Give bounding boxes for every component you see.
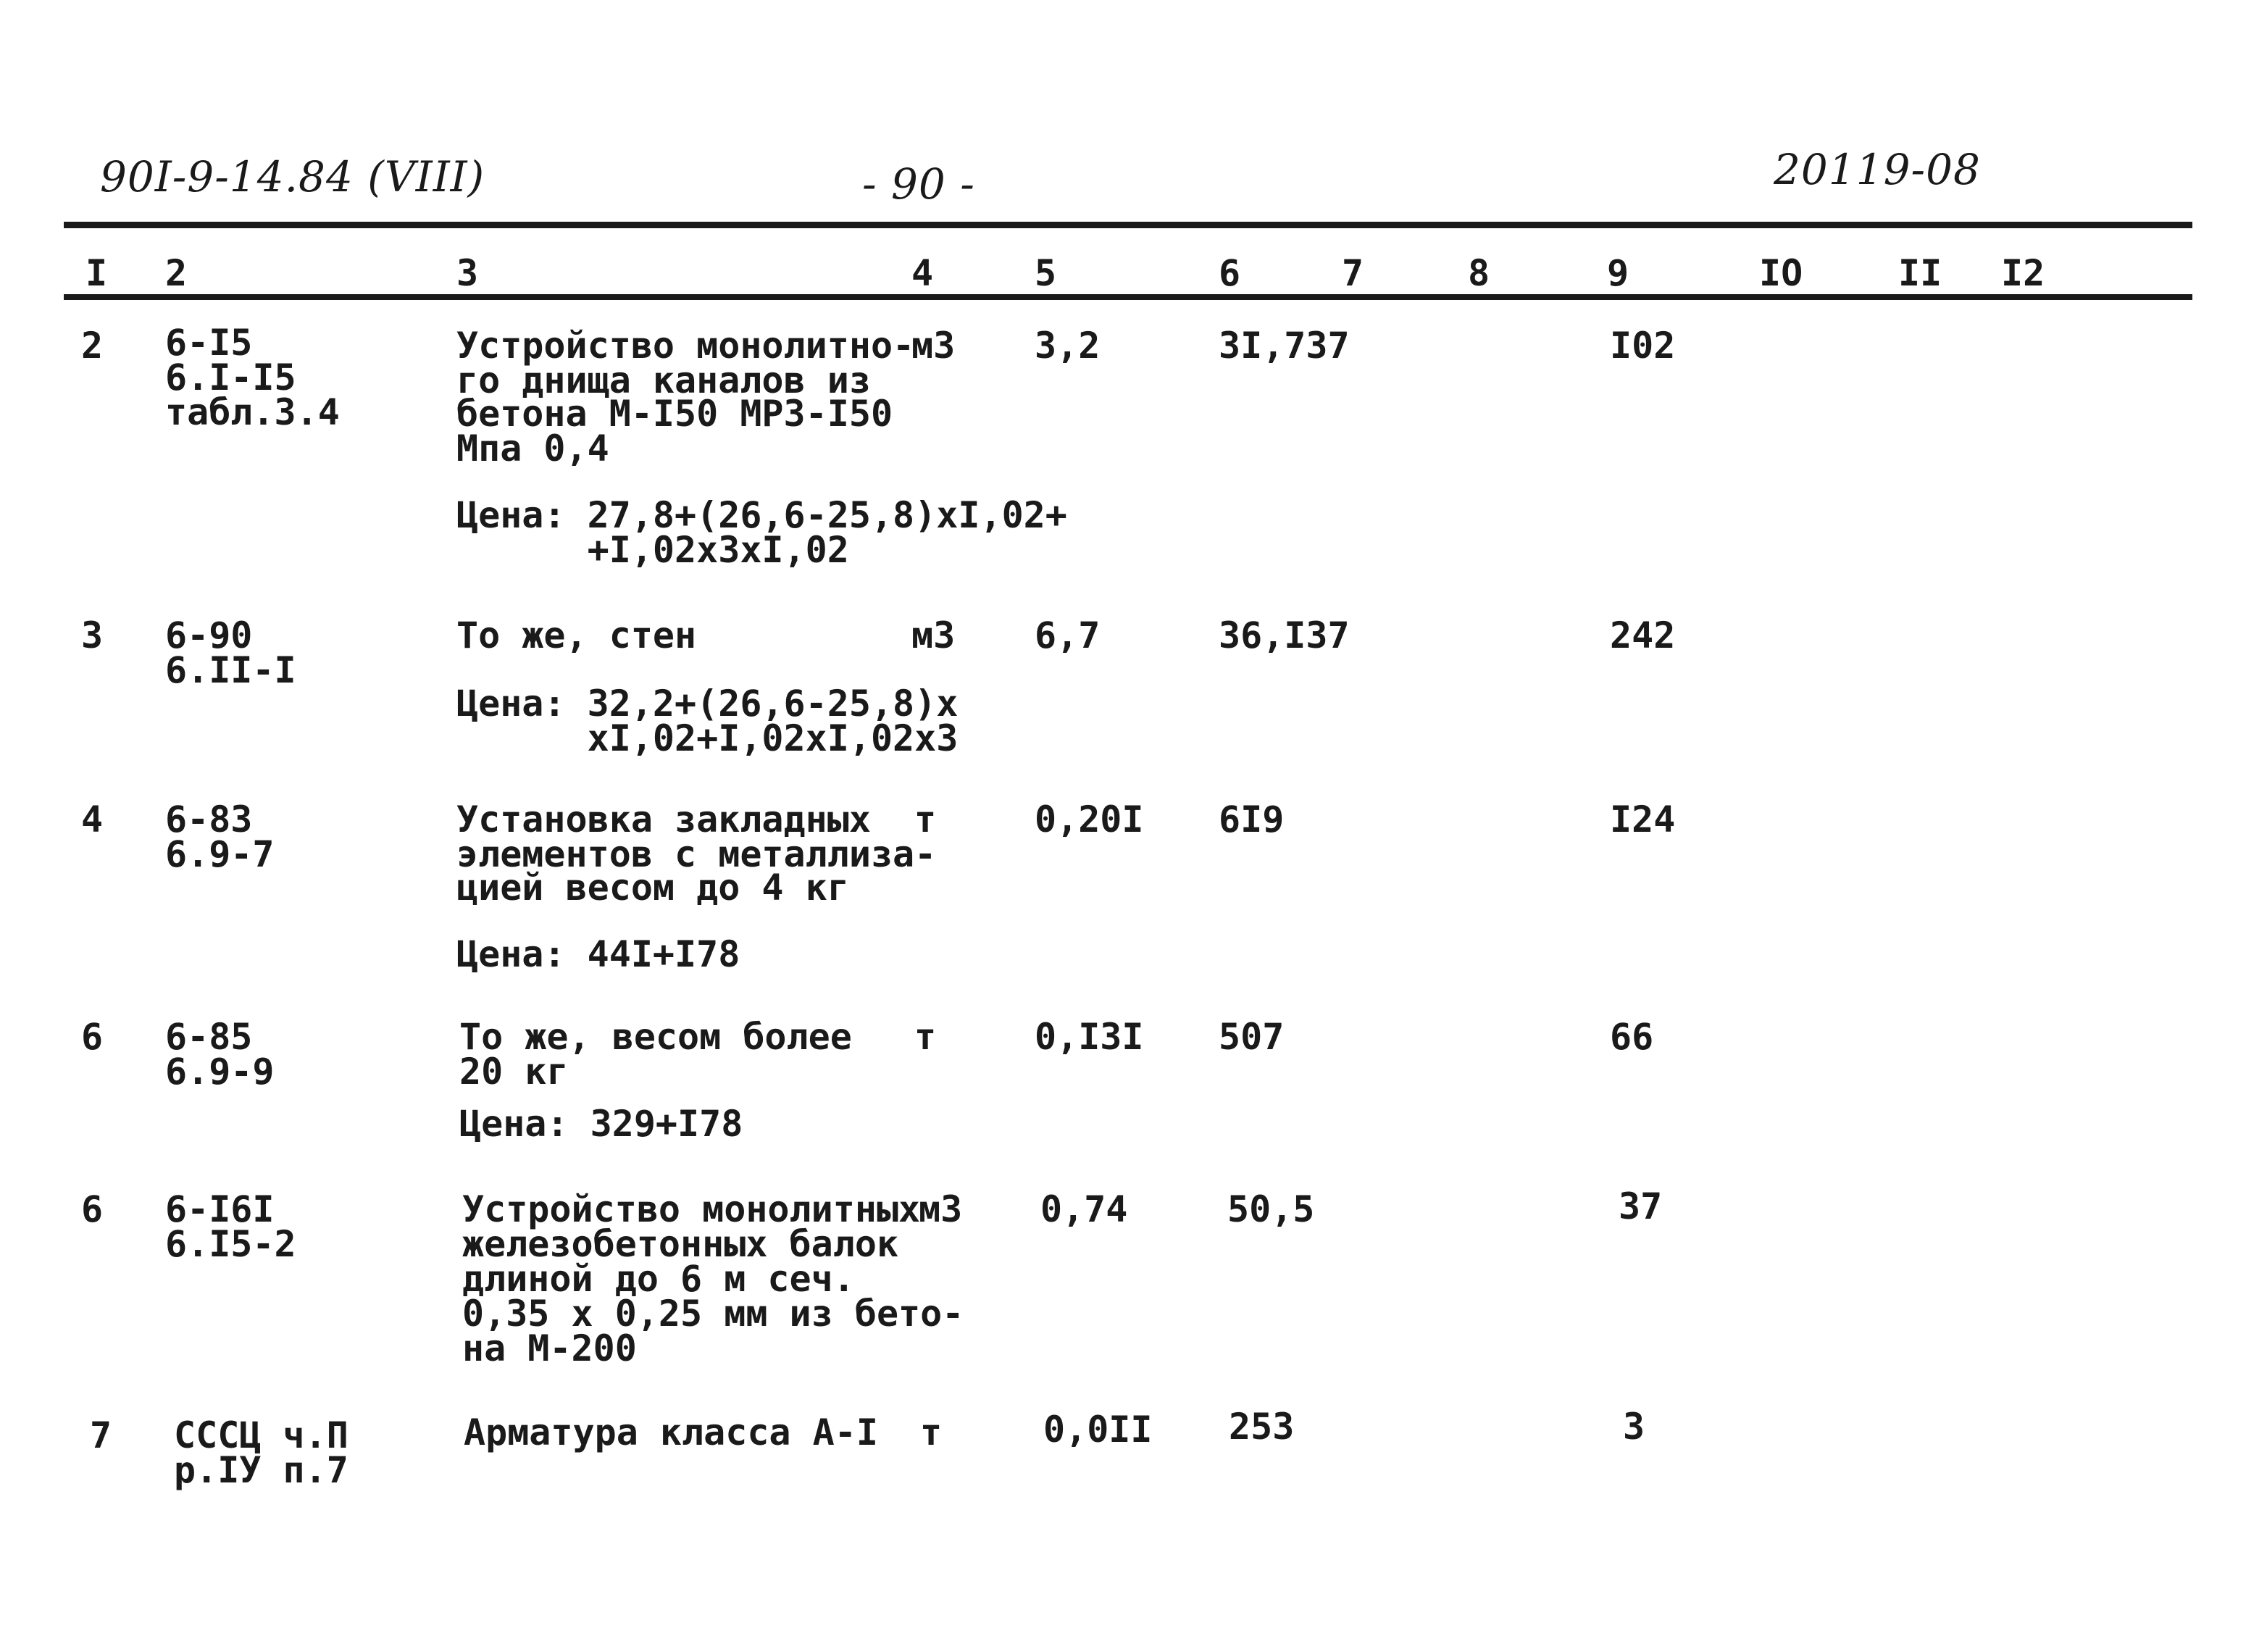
unit-price: 253	[1229, 1406, 1295, 1448]
total-cost: I24	[1610, 798, 1676, 840]
total-cost: 37	[1619, 1185, 1663, 1227]
quantity: 6,7	[1035, 614, 1101, 656]
work-description: Устройство монолитно-	[456, 325, 915, 367]
total-cost: 3	[1623, 1406, 1645, 1448]
unit: м3	[911, 325, 956, 367]
column-header: 8	[1468, 252, 1490, 294]
price-formula: +I,02х3хI,02	[456, 529, 849, 571]
norm-code: 6.I5-2	[165, 1223, 296, 1265]
quantity: 3,2	[1035, 325, 1101, 367]
norm-code: 6.I-I5	[165, 356, 296, 399]
price-formula: хI,02+I,02хI,02х3	[456, 717, 959, 759]
unit-price: 36,I37	[1219, 614, 1350, 656]
page-number: - 90 -	[862, 159, 975, 209]
column-header: I2	[2001, 252, 2045, 294]
norm-code: 6.II-I	[165, 649, 296, 691]
column-header: 7	[1342, 252, 1364, 294]
unit: т	[914, 798, 937, 840]
price-formula: Цена: 44I+I78	[456, 933, 740, 975]
work-description: 0,35 х 0,25 мм из бето-	[462, 1293, 964, 1335]
work-description: 20 кг	[459, 1051, 569, 1093]
work-description: Арматура класса А-I	[464, 1411, 878, 1453]
unit: м3	[911, 614, 956, 656]
unit-price: 50,5	[1227, 1188, 1315, 1230]
work-description: железобетонных балок	[462, 1223, 899, 1265]
row-number: 7	[90, 1414, 112, 1456]
total-cost: I02	[1610, 325, 1676, 367]
unit-price: 6I9	[1219, 798, 1285, 840]
work-description: цией весом до 4 кг	[456, 867, 849, 909]
quantity: 0,74	[1040, 1188, 1128, 1230]
work-description: То же, весом более	[459, 1016, 852, 1058]
column-header: 3	[456, 252, 479, 294]
unit: м3	[919, 1188, 963, 1230]
norm-code: 6-I6I	[165, 1188, 275, 1230]
work-description: элементов с металлиза-	[456, 833, 937, 875]
column-header: 9	[1607, 252, 1629, 294]
unit: т	[920, 1411, 943, 1453]
total-cost: 66	[1610, 1016, 1654, 1058]
row-number: 6	[81, 1016, 104, 1058]
norm-code: табл.3.4	[165, 391, 340, 433]
quantity: 0,I3I	[1035, 1016, 1144, 1058]
norm-code: 6.9-7	[165, 833, 275, 875]
column-header: 4	[911, 252, 934, 294]
column-header: I	[85, 252, 108, 294]
norm-code: 6-I5	[165, 322, 253, 364]
norm-code: 6-90	[165, 614, 253, 656]
unit: т	[914, 1016, 937, 1058]
norm-code: р.IУ п.7	[174, 1449, 348, 1491]
header-bottom-rule	[64, 294, 2192, 300]
unit-price: 3I,737	[1219, 325, 1350, 367]
quantity: 0,20I	[1035, 798, 1144, 840]
column-header: IO	[1759, 252, 1803, 294]
column-header: 2	[165, 252, 188, 294]
column-header: 6	[1219, 252, 1241, 294]
top-rule	[64, 222, 2192, 228]
price-formula: Цена: 329+I78	[459, 1103, 743, 1145]
row-number: 2	[81, 325, 104, 367]
norm-code: 6-85	[165, 1016, 253, 1058]
album-code: 20119-08	[1774, 145, 1981, 194]
work-description: Установка закладных	[456, 798, 871, 840]
norm-code: 6-83	[165, 798, 253, 840]
work-description: То же, стен	[456, 614, 697, 656]
column-header: 5	[1035, 252, 1057, 294]
price-formula: Цена: 27,8+(26,6-25,8)хI,02+	[456, 494, 1067, 536]
column-header: II	[1898, 252, 1942, 294]
work-description: длиной до 6 м сеч.	[462, 1258, 855, 1300]
quantity: 0,0II	[1043, 1409, 1153, 1451]
work-description: бетона М-I50 МРЗ-I50	[456, 393, 893, 435]
work-description: го днища каналов из	[456, 359, 871, 401]
row-number: 4	[81, 798, 104, 840]
row-number: 6	[81, 1188, 104, 1230]
work-description: на М-200	[462, 1327, 637, 1369]
price-formula: Цена: 32,2+(26,6-25,8)х	[456, 683, 959, 725]
row-number: 3	[81, 614, 104, 656]
total-cost: 242	[1610, 614, 1676, 656]
norm-code: 6.9-9	[165, 1051, 275, 1093]
work-description: Устройство монолитных	[462, 1188, 921, 1230]
document-code: 90I-9-14.84 (VIII)	[100, 152, 485, 201]
work-description: Мпа 0,4	[456, 427, 609, 470]
norm-code: СССЦ ч.П	[174, 1414, 348, 1456]
unit-price: 507	[1219, 1016, 1285, 1058]
